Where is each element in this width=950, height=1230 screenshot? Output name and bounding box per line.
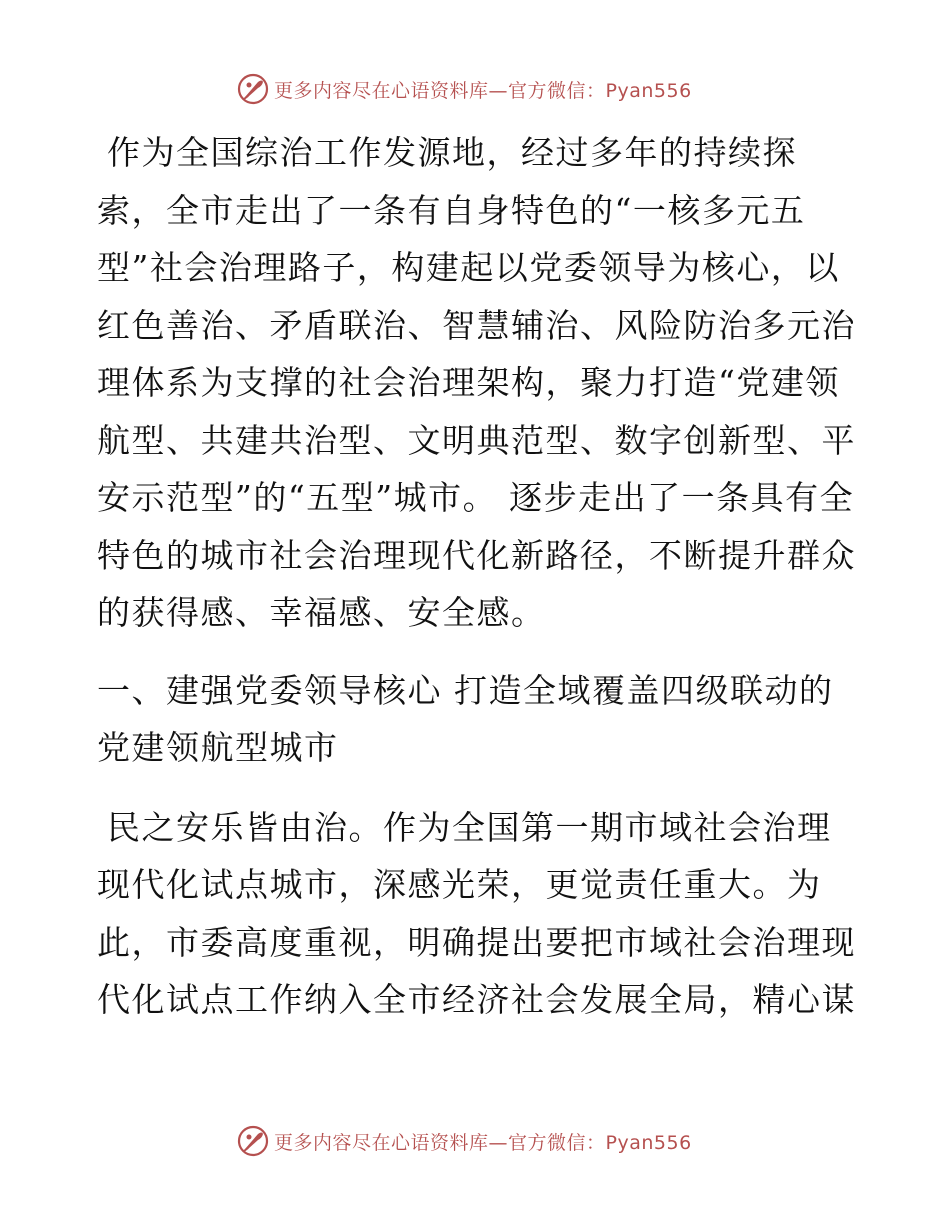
- paragraph-2: 民之安乐皆由治。作为全国第一期市域社会治理现代化试点城市，深感光荣，更觉责任重大。为此，市委高度重视，明确提出要把市域社会治理现代化试点工作纳入全市经济社会发展全局，精心谋: [97, 807, 856, 1019]
- header-watermark: [236, 72, 692, 106]
- section-heading-1: 一、建强党委领导核心 打造全域覆盖四级联动的党建领航型城市: [97, 670, 834, 767]
- document-body: [97, 124, 857, 1029]
- quill-logo-icon: [236, 1124, 270, 1158]
- quill-logo-icon: [236, 72, 270, 106]
- watermark-text: 更多内容尽在心语资料库—官方微信：Pyan556: [274, 79, 692, 102]
- paragraph-1: 作为全国综治工作发源地，经过多年的持续探索，全市走出了一条有自身特色的“一核多元五型”社会治理路子，构建起以党委领导为核心，以红色善治、矛盾联治、智慧辅治、风险防治多元治理体系为支撑的社会治理架构，聚力打造“党建领航型、共建共治型、文明典范型、数字创新型、平安示范型”的“五型”城市。 逐步走出了一条具有全特色的城市社会治理现代化新路径，不断提升群众的获得感、幸福感、安全感。: [97, 133, 856, 632]
- footer-watermark: [236, 1124, 692, 1158]
- watermark-text: 更多内容尽在心语资料库—官方微信：Pyan556: [274, 1131, 692, 1154]
